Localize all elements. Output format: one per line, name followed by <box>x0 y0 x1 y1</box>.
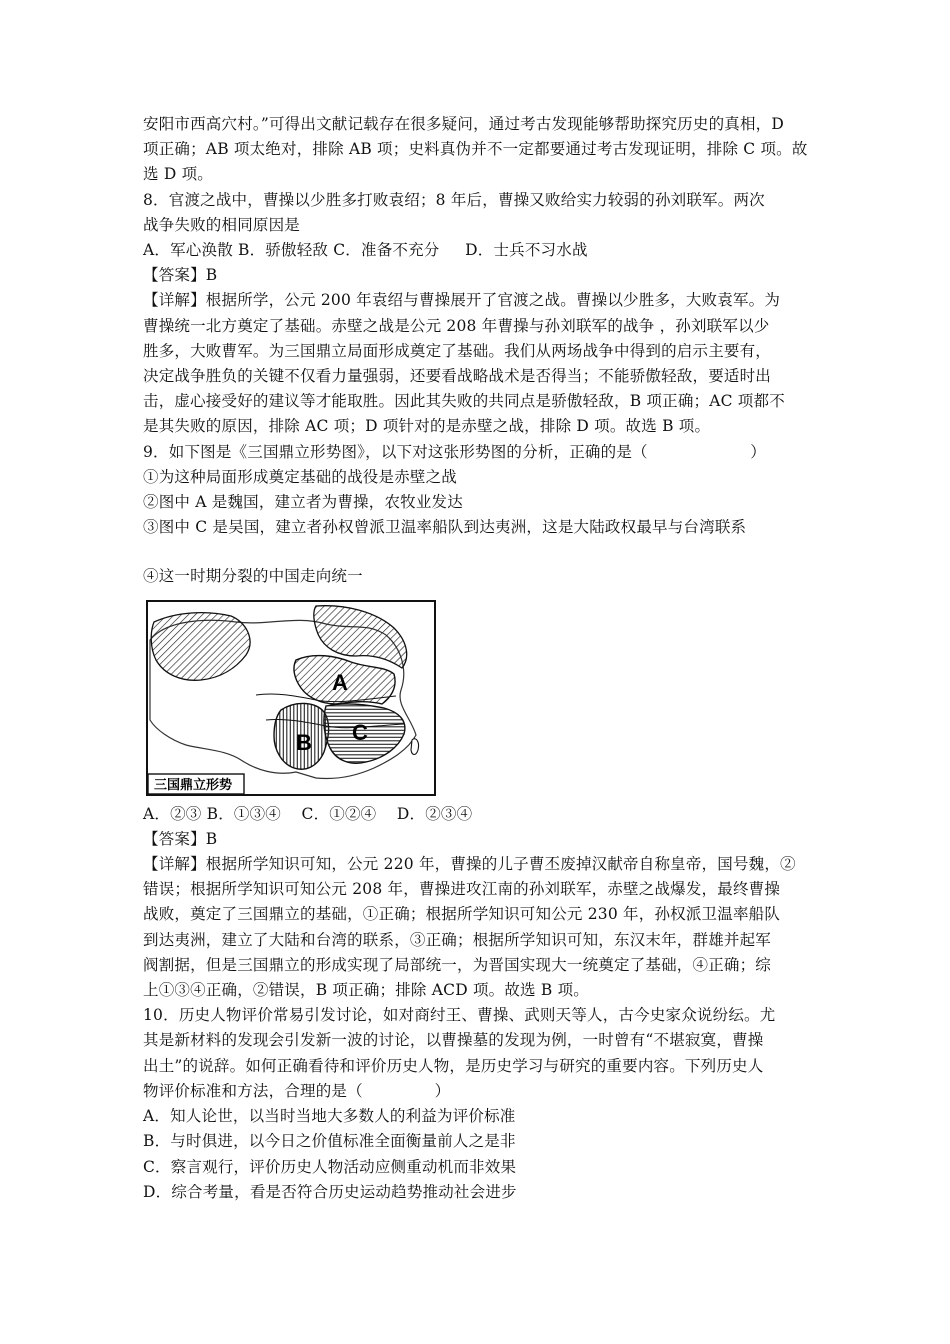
map-label-a: A <box>332 669 348 695</box>
map-caption: 三国鼎立形势 <box>154 777 233 793</box>
explanation-line: 胜多，大败曹军。为三国鼎立局面形成奠定了基础。我们从两场战争中得到的启示主要有， <box>143 341 772 360</box>
question-8-options: A．军心涣散 B．骄傲轻敌 C．准备不充分 D．士兵不习水战 <box>143 241 588 260</box>
answer-label: 【答案】B <box>143 829 218 848</box>
map-label-c: C <box>352 719 368 745</box>
question-8-stem: 战争失败的相同原因是 <box>143 215 301 234</box>
statement-4: ④这一时期分裂的中国走向统一 <box>143 567 363 586</box>
map-figure <box>146 600 436 796</box>
statement-2: ②图中 A 是魏国，建立者为曹操，农牧业发达 <box>143 493 463 512</box>
statement-1: ①为这种局面形成奠定基础的战役是赤壁之战 <box>143 467 458 486</box>
question-9-stem: 9．如下图是《三国鼎立形势图》，以下对这张形势图的分析，正确的是（ ） <box>143 442 766 461</box>
explanation-line: 战败，奠定了三国鼎立的基础，①正确；根据所学知识可知公元 230 年，孙权派卫温率船队 <box>143 905 781 924</box>
option-c: C．察言观行，评价历史人物活动应侧重动机而非效果 <box>143 1157 517 1176</box>
statement-3: ③图中 C 是吴国，建立者孙权曾派卫温率船队到达夷洲，这是大陆政权最早与台湾联系 <box>143 518 747 537</box>
explanation-line: 击，虚心接受好的建议等才能取胜。因此其失败的共同点是骄傲轻敌，B 项正确；AC 项都不 <box>143 392 785 411</box>
explanation-line: 决定战争胜负的关键不仅看力量强弱，还要看战略战术是否得当；不能骄傲轻敌，要适时出 <box>143 367 772 386</box>
option-b: B．与时俱进，以今日之价值标准全面衡量前人之是非 <box>143 1132 516 1151</box>
question-9-options: A．②③ B．①③④ C．①②④ D．②③④ <box>143 804 473 823</box>
map-label-b: B <box>296 729 312 755</box>
question-10-stem: 其是新材料的发现会引发新一波的讨论，以曹操墓的发现为例，一时曾有“不堪寂寞，曹操 <box>143 1031 764 1050</box>
three-kingdoms-map <box>146 600 436 796</box>
explanation-line: 错误；根据所学知识可知公元 208 年，曹操进攻江南的孙刘联军，赤壁之战爆发，最终曹操 <box>143 880 781 899</box>
document-page <box>143 112 833 1205</box>
answer-label: 【答案】B <box>143 266 218 285</box>
spacer <box>143 540 833 564</box>
option-d: D．综合考量，看是否符合历史运动趋势推动社会进步 <box>143 1182 517 1201</box>
explanation-line: 到达夷洲，建立了大陆和台湾的联系，③正确；根据所学知识可知，东汉末年，群雄并起军 <box>143 930 772 949</box>
explanation-line: 【详解】根据所学知识可知，公元 220 年，曹操的儿子曹丕废掉汉献帝自称皇帝，国号魏，② <box>143 855 796 874</box>
taiwan-island <box>411 738 419 754</box>
explanation-line: 【详解】根据所学，公元 200 年袁绍与曹操展开了官渡之战。曹操以少胜多，大败袁军。为 <box>143 291 781 310</box>
explanation-line: 是其失败的原因，排除 AC 项；D 项针对的是赤壁之战，排除 D 项。故选 B 项。 <box>143 417 711 436</box>
text-line: 安阳市西高穴村。”可得出文献记载存在很多疑问，通过考古发现能够帮助探究历史的真相，D <box>143 115 785 133</box>
question-10-stem: 物评价标准和方法，合理的是（ ） <box>143 1081 451 1100</box>
explanation-line: 曹操统一北方奠定了基础。赤壁之战是公元 208 年曹操与孙刘联军的战争 ，孙刘联军以少 <box>143 316 770 335</box>
explanation-line: 上①③④正确，②错误，B 项正确；排除 ACD 项。故选 B 项。 <box>143 981 589 1000</box>
explanation-line: 阀割据，但是三国鼎立的形成实现了局部统一，为晋国实现大一统奠定了基础，④正确；综 <box>143 955 772 974</box>
question-10-stem: 10．历史人物评价常易引发讨论，如对商纣王、曹操、武则天等人，古今史家众说纷纭。尤 <box>143 1006 776 1025</box>
question-10-stem: 出土”的说辞。如何正确看待和评价历史人物，是历史学习与研究的重要内容。下列历史人 <box>143 1056 764 1075</box>
text-line: 项正确；AB 项太绝对，排除 AB 项；史料真伪并不一定都要通过考古发现证明，排除 C 项。故 <box>143 140 808 159</box>
text-line: 选 D 项。 <box>143 165 213 184</box>
question-8-stem: 8．官渡之战中，曹操以少胜多打败袁绍；8 年后，曹操又败给实力较弱的孙刘联军。两次 <box>143 190 765 209</box>
option-a: A．知人论世，以当时当地大多数人的利益为评价标准 <box>143 1107 516 1126</box>
